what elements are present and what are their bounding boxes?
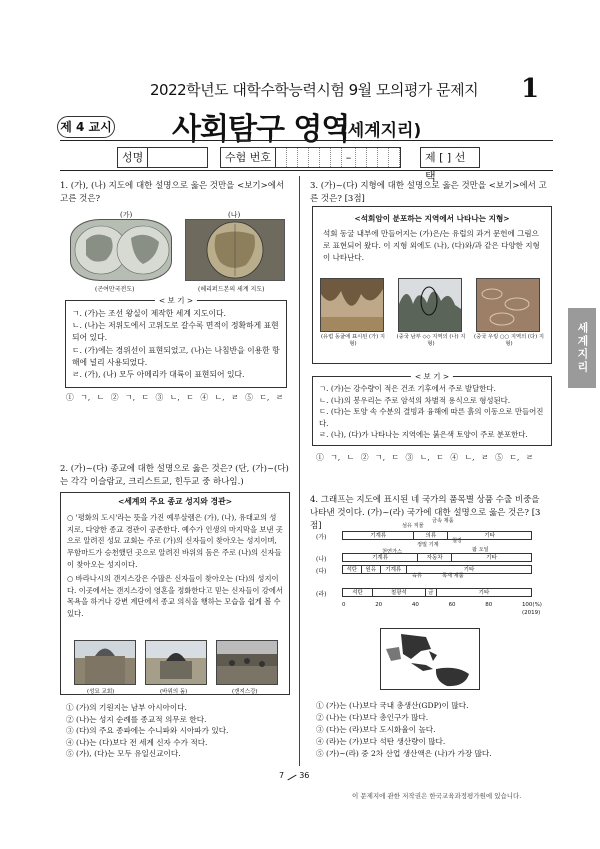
bar-row-na — [342, 553, 532, 562]
bogi-item: ㄹ. (가), (나) 모두 아메리카 대륙이 표현되어 있다. — [72, 370, 245, 380]
row-label: (나) — [316, 556, 327, 563]
question-4-choices[interactable] — [316, 700, 492, 760]
bar-row-ga — [342, 531, 532, 540]
choice[interactable]: ① (가)는 (나)보다 국내 총생산(GDP)이 많다. — [316, 701, 469, 710]
caption-sepulchre: (성묘 교회) — [87, 689, 115, 695]
bogi-title: < 보 기 > — [411, 371, 453, 383]
copyright-note: 이 문제지에 관한 저작권은 한국교육과정평가원에 있습니다. — [352, 792, 522, 800]
bogi-item: ㄹ. (나), (다)가 나타나는 지역에는 붉은색 토양이 주로 분포한다. — [319, 430, 528, 439]
dome-drawing — [146, 641, 206, 684]
header-rule — [60, 140, 553, 141]
page-number: 1 — [521, 74, 540, 104]
x-axis — [342, 602, 542, 608]
choice[interactable]: ④ (라)는 (가)보다 석탄 생산량이 많다. — [316, 737, 446, 746]
bogi-item: ㄱ. (가)는 조선 왕실이 제작한 세계 지도이다. — [72, 309, 226, 318]
row-label: (가) — [316, 534, 327, 541]
photo-holy-sepulchre — [74, 640, 136, 685]
map-asia-pacific — [380, 628, 480, 690]
karst-text: 석회 동굴 내부에 만들어지는 (가)은/는 유럽의 과거 문헌에 그림으로 표현되어 왔다. 이 지형 외에도 (나), (다)와/과 같은 다양한 지형이 나타난다. — [323, 229, 540, 262]
bar-segment: 석탄 — [343, 589, 373, 596]
question-1-stem: 1. (가), (나) 지도에 대한 설명으로 옳은 것만을 <보기>에서 고른 것은? — [60, 181, 285, 204]
tower-karst-drawing — [399, 279, 461, 331]
map-a-caption: (곤여만국전도) — [95, 286, 135, 293]
map-a-image — [70, 219, 172, 281]
axis-tick: 80 — [485, 602, 493, 608]
photo-karst-a — [320, 278, 384, 332]
choice[interactable]: ③ (다)는 (라)보다 도시화율이 높다. — [316, 725, 436, 734]
exam-number-row — [220, 147, 401, 168]
info-row — [117, 147, 208, 168]
photo-karst-b — [398, 278, 462, 332]
bar-segment: 자동차 — [418, 554, 452, 561]
bar-segment: 기타 — [486, 555, 497, 561]
map-b-caption: (헤리퍼드본의 세계 지도) — [198, 286, 265, 293]
exam-number-label: 수험 번호 — [220, 147, 276, 168]
page-footer — [279, 771, 309, 780]
bogi-item: ㄷ. (다)는 토양 속 수분의 결빙과 융해에 따른 흙의 이동으로 만들어진다. — [319, 407, 544, 428]
map-b-image — [185, 219, 285, 281]
choice[interactable]: ③ (다)의 주요 종파에는 수니파와 시아파가 있다. — [66, 726, 229, 736]
upper-label: 목재 제품 — [442, 573, 464, 579]
cave-drawing — [321, 279, 383, 331]
subject-title: 사회탐구 영역 — [172, 112, 350, 147]
axis-tick: 20 — [375, 602, 383, 608]
upper-label: 정밀 기계 — [417, 542, 439, 548]
photo-dome-of-rock — [145, 640, 207, 685]
question-3-choices[interactable]: ① ㄱ, ㄴ ② ㄱ, ㄷ ③ ㄴ, ㄷ ④ ㄴ, ㄹ ⑤ ㄷ, ㄹ — [316, 453, 534, 462]
photo-karst-c — [476, 278, 540, 332]
choice[interactable]: ① (가)의 기원지는 남부 아시아이다. — [66, 703, 187, 712]
religion-para-2: ○ 바라나시의 갠지스강은 수많은 신자들이 찾아오는 (다)의 성지이다. 이곳에서는 갠지스강이 영혼을 정화한다고 믿는 신자들이 강에서 목욕을 하거나 강변 계단에서 종교 의식을 행하는 모습을 쉽게 볼 수 있다. — [67, 574, 283, 618]
axis-tick: 100(%) — [521, 602, 542, 608]
bar-segment: 철광석 — [373, 589, 426, 596]
karst-caption-b: (중국 남부 ◇◇ 지역의 (나) 지형) — [396, 334, 466, 347]
photo-ganges — [216, 640, 278, 685]
question-2-choices[interactable] — [66, 702, 228, 760]
row-label: (다) — [316, 568, 327, 575]
axis-tick: 40 — [411, 602, 419, 608]
row-label: (라) — [316, 591, 327, 598]
question-4-stem: 4. 그래프는 지도에 표시된 네 국가의 품목별 상품 수출 비중을 나타낸 것이다. (가)~(라) 국가에 대한 설명으로 옳은 것은? [3점] — [310, 495, 541, 531]
axis-tick: 60 — [448, 602, 456, 608]
bogi-item: ㄷ. (가)에는 경위선이 표현되었고, (나)는 나침반을 이용한 항해에 널리 사용되었다. — [72, 345, 280, 367]
question-3-bogi-box — [312, 372, 552, 446]
subject-subtitle: (세계지리) — [340, 121, 422, 141]
bar-row-da — [342, 565, 532, 574]
exam-number-dash: – — [342, 148, 356, 167]
question-1-bogi-box — [65, 296, 287, 388]
upper-label: 섬유 직물 — [402, 523, 424, 529]
upper-label: 철강 — [452, 538, 463, 544]
total-pages: 36 — [299, 771, 310, 780]
choice[interactable]: ② (나)는 성지 순례를 종교적 의무로 한다. — [66, 714, 207, 724]
export-chart — [312, 518, 552, 622]
bar-segment: 기타 — [463, 567, 475, 573]
question-2-stem: 2. (가)~(다) 종교에 대한 설명으로 옳은 것은? (단, (가)~(다)는 각각 이슬람교, 크리스트교, 힌두교 중 하나임.) — [60, 464, 289, 487]
select-label[interactable]: 제 [ ] 선택 — [420, 147, 480, 168]
upper-label: 천연가스 — [382, 549, 403, 555]
name-field[interactable] — [148, 147, 208, 168]
question-3-stem: 3. (가)~(다) 지형에 대한 설명으로 옳은 것만을 <보기>에서 고른 것은? [3점] — [310, 181, 547, 204]
name-label: 성명 — [117, 147, 148, 168]
church-drawing — [75, 641, 135, 684]
bar-segment: 금 — [426, 589, 437, 596]
choice[interactable]: ② (나)는 (다)보다 총인구가 많다. — [316, 713, 429, 722]
upper-label: 금속 제품 — [432, 518, 454, 524]
exam-title: 2022학년도 대학수학능력시험 9월 모의평가 문제지 — [150, 81, 479, 99]
upper-label: 팜 오일 — [472, 547, 489, 553]
bogi-item: ㄱ. (가)는 강수량이 적은 건조 기후에서 주로 발달한다. — [319, 384, 496, 393]
bar-segment: 원유 — [362, 566, 381, 573]
region-map-drawing — [381, 629, 479, 689]
select-row — [420, 147, 480, 183]
axis-tick: 0 — [342, 602, 346, 608]
current-page: 7 — [279, 771, 285, 780]
religion-para-1: ○ '평화의 도시'라는 뜻을 가진 예루살렘은 (가), (나), 유대교의 성지로, 다양한 종교 경관이 공존한다. 예수가 인생의 마지막을 보낸 곳으로 알려진 성묘 교회는 주로 (가)의 신자들이 찾아오는 성지이며, 무함마드가 승천했던 곳으로 알려진 바위의 돔은 주로 (나)의 신자들이 찾아오는 성지이다. — [67, 513, 283, 569]
chart-source: (2019) — [522, 610, 541, 616]
info-rule — [60, 170, 553, 171]
bogi-item: ㄴ. (나)는 저위도에서 고위도로 갈수록 면적이 정확하게 표현되어 있다. — [72, 321, 279, 343]
bar-segment: 기타 — [484, 533, 495, 539]
caption-dome: (바위의 돔) — [160, 689, 188, 695]
choice[interactable]: ⑤ (가), (다)는 모두 유일신교이다. — [66, 749, 181, 759]
bogi-item: ㄴ. (나)의 봉우리는 주로 암석의 차별적 용식으로 형성된다. — [319, 395, 511, 405]
bogi-title: < 보 기 > — [155, 295, 197, 307]
bar-row-ra — [342, 588, 532, 597]
terrace-drawing — [477, 279, 539, 331]
bar-segment: 의류 — [414, 532, 448, 539]
religion-box-title: <세계의 주요 종교 성지와 경관> — [117, 497, 233, 506]
upper-label: 육류 — [412, 573, 423, 579]
karst-caption-a: (유럽 동굴에 표시된 (가) 지형) — [320, 334, 386, 347]
bar-segment: 기타 — [478, 590, 490, 596]
choice[interactable]: ⑤ (가)~(라) 중 2차 산업 생산액은 (나)가 가장 많다. — [316, 749, 492, 758]
map-b-label: (나) — [228, 211, 241, 219]
column-divider — [299, 176, 300, 766]
caption-ganges: (갠지스강) — [232, 689, 258, 695]
bar-segment: 기계류 — [381, 566, 407, 573]
karst-box-title: <석회암이 분포하는 지역에서 나타나는 지형> — [354, 214, 510, 223]
subject-side-tab: 세계지리 — [568, 308, 596, 388]
map-b-drawing — [186, 220, 284, 280]
map-a-drawing — [71, 220, 171, 280]
question-1-choices[interactable]: ① ㄱ, ㄴ ② ㄱ, ㄷ ③ ㄴ, ㄷ ④ ㄴ, ㄹ ⑤ ㄷ, ㄹ — [66, 393, 284, 402]
map-a-label: (가) — [120, 211, 133, 219]
bar-segment: 기계류 — [343, 554, 418, 561]
choice[interactable]: ④ (나)는 (다)보다 전 세계 신자 수가 적다. — [66, 737, 208, 747]
period-badge: 제 4 교시 — [57, 116, 115, 138]
bar-segment: 석탄 — [343, 566, 362, 573]
karst-caption-c: (중국 우링 ○○ 지역의 (다) 지형) — [474, 334, 544, 347]
page-separator — [287, 775, 296, 781]
bar-segment: 기계류 — [343, 532, 414, 539]
exam-number-field[interactable] — [276, 147, 401, 168]
ganges-drawing — [217, 641, 277, 684]
